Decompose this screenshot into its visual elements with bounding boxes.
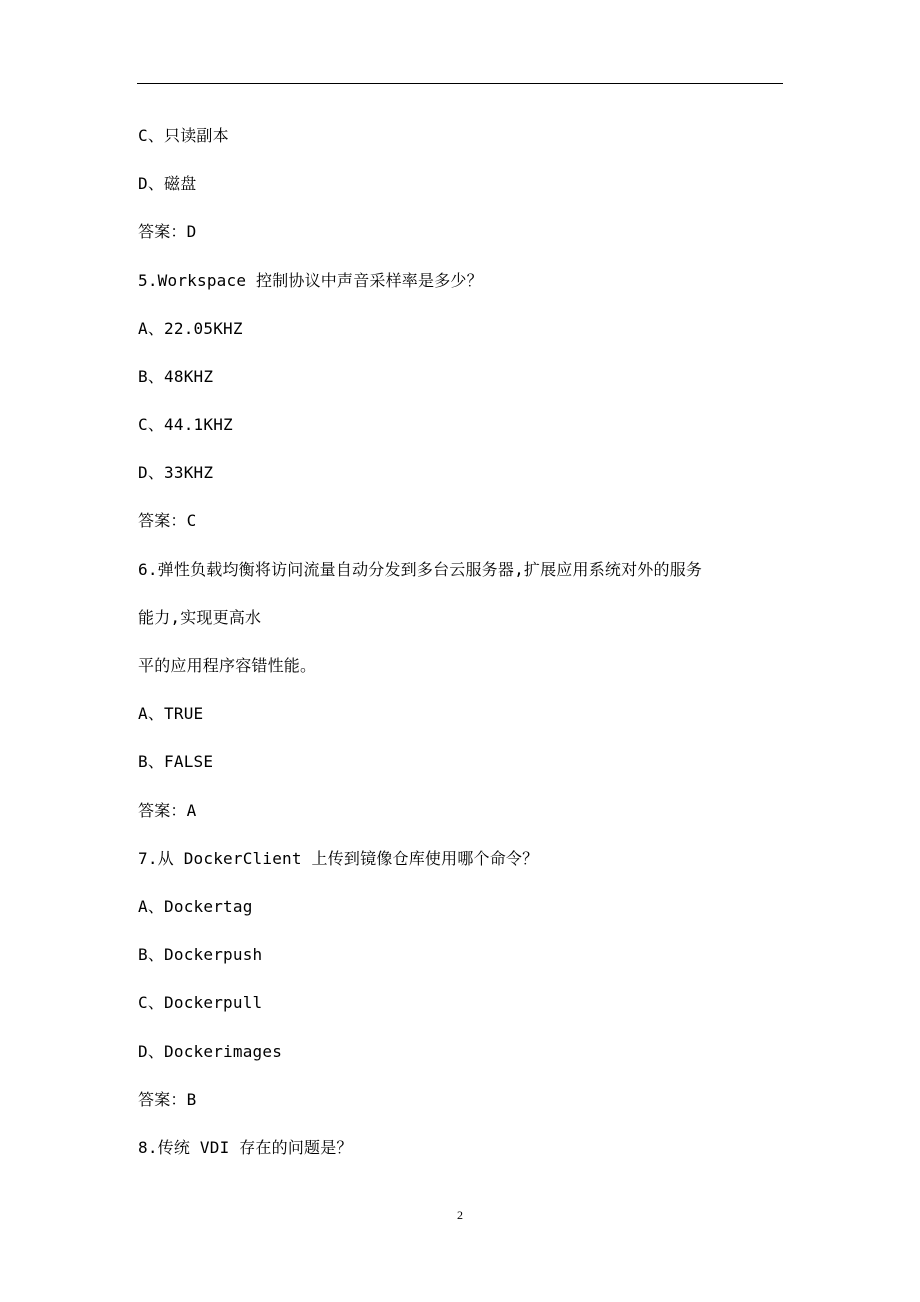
question-6-line-2: 能力,实现更高水 <box>138 608 262 627</box>
option-a-q7: A、Dockertag <box>138 897 253 916</box>
question-6-line-1: 6.弹性负载均衡将访问流量自动分发到多台云服务器,扩展应用系统对外的服务 <box>138 560 703 579</box>
page-number: 2 <box>457 1208 463 1222</box>
answer-q4: 答案：D <box>138 222 197 241</box>
option-b-q7: B、Dockerpush <box>138 945 263 964</box>
option-a-q5: A、22.05KHZ <box>138 319 243 338</box>
option-d-q7: D、Dockerimages <box>138 1042 283 1061</box>
question-7: 7.从 DockerClient 上传到镜像仓库使用哪个命令？ <box>138 849 539 868</box>
option-b-q6: B、FALSE <box>138 752 214 771</box>
header-rule <box>137 83 783 84</box>
option-c-q5: C、44.1KHZ <box>138 415 233 434</box>
answer-q5: 答案：C <box>138 511 197 530</box>
option-d-q5: D、33KHZ <box>138 463 214 482</box>
question-5: 5.Workspace 控制协议中声音采样率是多少？ <box>138 271 483 290</box>
option-d-q4: D、磁盘 <box>138 174 197 193</box>
question-6-line-3: 平的应用程序容错性能。 <box>138 656 317 675</box>
option-a-q6: A、TRUE <box>138 704 204 723</box>
option-b-q5: B、48KHZ <box>138 367 214 386</box>
answer-q6: 答案：A <box>138 801 197 820</box>
option-c-q4: C、只读副本 <box>138 126 229 145</box>
option-c-q7: C、Dockerpull <box>138 993 263 1012</box>
answer-q7: 答案：B <box>138 1090 197 1109</box>
question-8: 8.传统 VDI 存在的问题是？ <box>138 1138 353 1157</box>
